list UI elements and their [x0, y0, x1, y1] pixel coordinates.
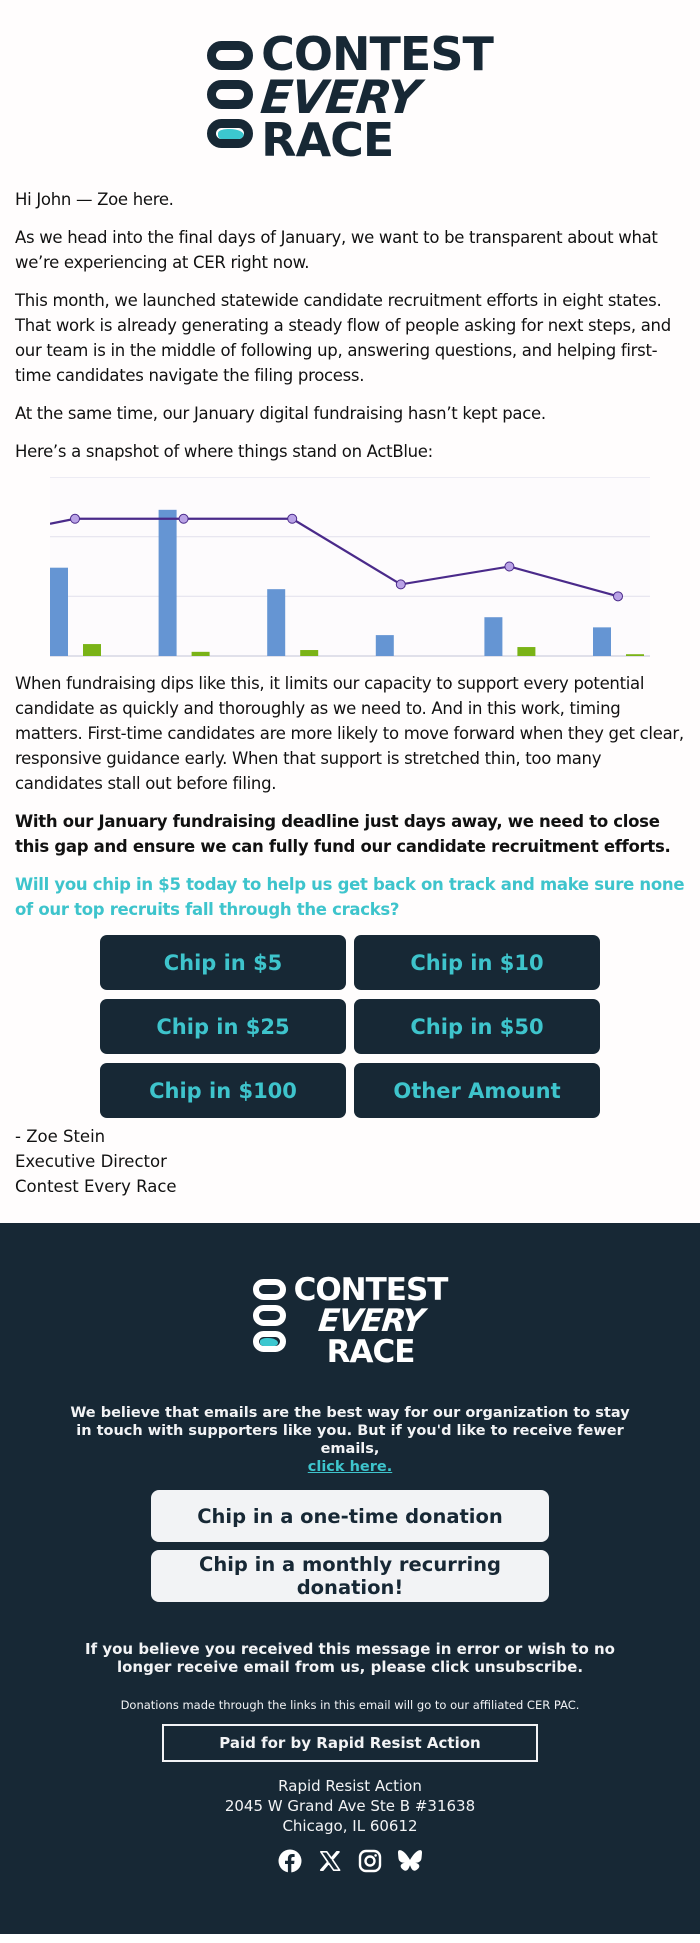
address-line: 2045 W Grand Ave Ste B #31638 [224, 1797, 476, 1815]
fewer-emails-text: We believe that emails are the best way for our organization to stay in touch with supporters like you. But if you'd like to receive fewer emails, [70, 1405, 630, 1457]
paragraph: Here’s a snapshot of where things stand on ActBlue: [15, 442, 433, 461]
footer [0, 1223, 700, 1934]
contest-every-race-logo [207, 27, 493, 167]
bar-green [626, 654, 644, 656]
logo-word: EVERY [316, 1303, 425, 1339]
instagram-icon[interactable] [357, 1848, 383, 1874]
logo-wordmark [293, 1272, 448, 1370]
unsubscribe-note: If you believe you received this message in error or wish to no longer receive email from us, please click unsubscribe. [85, 1640, 615, 1676]
ring-checked-icon [207, 119, 253, 148]
footer-donation-buttons [0, 1490, 700, 1602]
chart-canvas [50, 477, 650, 657]
x-icon[interactable] [317, 1848, 343, 1874]
greeting: Hi John — Zoe here. [15, 190, 174, 209]
ring-icon [253, 1305, 286, 1326]
logo-wordmark [258, 27, 493, 167]
donation-ask: Will you chip in $5 today to help us get back on track and make sure none of our top recruits fall through the cracks? [15, 875, 685, 919]
bar-blue [50, 568, 68, 656]
bar-blue [593, 627, 611, 656]
ring-checked-icon [253, 1331, 286, 1352]
one-time-donation-button[interactable]: Chip in a one-time donation [151, 1490, 549, 1542]
logo-word: EVERY [258, 70, 423, 124]
fewer-emails-note [70, 1404, 630, 1476]
monthly-donation-button[interactable]: Chip in a monthly recurring donation! [151, 1550, 549, 1602]
contest-every-race-logo [253, 1272, 448, 1370]
footer-logo [0, 1272, 700, 1404]
logo-rings [253, 1275, 286, 1352]
bar-green [517, 647, 535, 656]
paragraph: At the same time, our January digital fundraising hasn’t kept pace. [15, 404, 546, 423]
logo-rings [207, 33, 253, 148]
bar-blue [159, 510, 177, 656]
bar-blue [484, 617, 502, 656]
address-line: Chicago, IL 60612 [282, 1817, 418, 1835]
fewer-emails-link[interactable]: click here. [307, 1459, 393, 1475]
bar-blue [376, 635, 394, 656]
donation-buttons [15, 935, 685, 1118]
chip-in-5-button[interactable]: Chip in $5 [100, 935, 346, 990]
ring-icon [253, 1279, 286, 1300]
paragraph: This month, we launched statewide candidate recruitment efforts in eight states. That work is already generating a steady flow of people asking for next steps, and our team is in the middle of following up, answering questions, and helping first-time candidates navigate the filing process. [15, 291, 671, 385]
facebook-icon[interactable] [277, 1848, 303, 1874]
bold-paragraph: With our January fundraising deadline just days away, we need to close this gap and ensure we can fully fund our candidate recruitment efforts. [15, 812, 671, 856]
signature-org: Contest Every Race [15, 1177, 177, 1196]
chip-in-50-button[interactable]: Chip in $50 [354, 999, 600, 1054]
header-logo [15, 0, 685, 187]
bar-blue [267, 589, 285, 656]
paid-for-box: Paid for by Rapid Resist Action [162, 1724, 538, 1762]
chip-in-100-button[interactable]: Chip in $100 [100, 1063, 346, 1118]
ring-icon [207, 80, 253, 109]
logo-word: CONTEST [293, 1272, 448, 1308]
bluesky-icon[interactable] [397, 1848, 423, 1874]
pac-note: Donations made through the links in this email will go to our affiliated CER PAC. [120, 1698, 580, 1712]
logo-word: RACE [261, 113, 394, 167]
chip-in-25-button[interactable]: Chip in $25 [100, 999, 346, 1054]
ring-icon [207, 41, 253, 70]
social-links [0, 1848, 700, 1874]
chip-in-10-button[interactable]: Chip in $10 [354, 935, 600, 990]
address-line: Rapid Resist Action [278, 1777, 422, 1795]
logo-word: CONTEST [261, 27, 493, 81]
bar-green [192, 652, 210, 656]
signature [15, 1124, 685, 1223]
signature-title: Executive Director [15, 1152, 167, 1171]
bar-green [83, 644, 101, 656]
actblue-fundraising-chart [50, 477, 650, 657]
other-amount-button[interactable]: Other Amount [354, 1063, 600, 1118]
mailing-address [0, 1776, 700, 1836]
logo-word: RACE [326, 1334, 415, 1370]
paragraph: As we head into the final days of January, we want to be transparent about what we’re experiencing at CER right now. [15, 228, 658, 272]
signature-name: - Zoe Stein [15, 1127, 106, 1146]
paragraph: When fundraising dips like this, it limits our capacity to support every potential candidate as quickly and thoroughly as we need to. And in this work, timing matters. First-time candidates are more likely to move forward when they get clear, responsive guidance early. When that support is stretched thin, too many candidates stall out before filing. [15, 674, 684, 793]
bar-green [300, 650, 318, 656]
